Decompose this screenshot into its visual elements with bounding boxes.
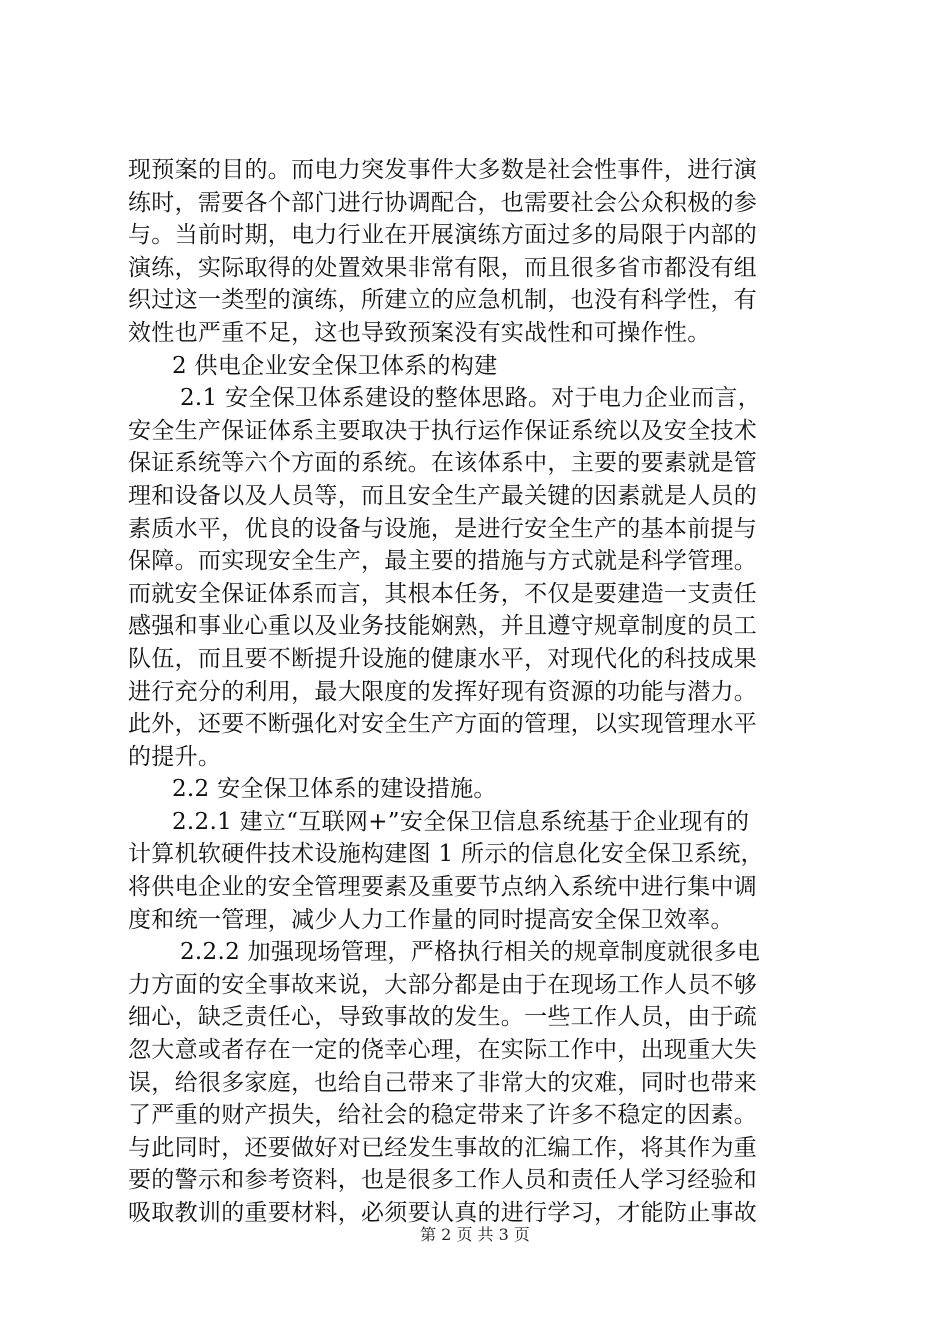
text-line: 与此同时，还要做好对已经发生事故的汇编工作，将其作为重 <box>128 1134 758 1161</box>
text-line: 安全生产保证体系主要取决于执行运作保证系统以及安全技术 <box>128 417 758 444</box>
text-line: 队伍，而且要不断提升设施的健康水平，对现代化的科技成果 <box>128 645 758 672</box>
text-line: 此外，还要不断强化对安全生产方面的管理，以实现管理水平 <box>128 711 758 738</box>
text-line: 演练，实际取得的处置效果非常有限，而且很多省市都没有组 <box>128 254 758 281</box>
text-line: 误，给很多家庭，也给自己带来了非常大的灾难，同时也带来 <box>128 1069 758 1096</box>
text-line: 力方面的安全事故来说，大部分都是由于在现场工作人员不够 <box>128 971 758 998</box>
text-line: 理和设备以及人员等，而且安全生产最关键的因素就是人员的 <box>128 482 758 509</box>
text-line: 保障。而实现安全生产，最主要的措施与方式就是科学管理。 <box>128 548 758 575</box>
text-line: 现预案的目的。而电力突发事件大多数是社会性事件，进行演 <box>128 157 758 183</box>
section-heading: 2 供电企业安全保卫体系的构建 <box>172 352 498 379</box>
text-line: 计算机软硬件技术设施构建图 1 所示的信息化安全保卫系统， <box>128 841 764 868</box>
text-line: 与。当前时期，电力行业在开展演练方面过多的局限于内部的 <box>128 222 758 249</box>
subsection-heading-line: 2.2.2 加强现场管理，严格执行相关的规章制度就很多电 <box>180 939 761 966</box>
text-line: 了严重的财产损失，给社会的稳定带来了许多不稳定的因素。 <box>128 1102 758 1129</box>
text-line: 练时，需要各个部门进行协调配合，也需要社会公众积极的参 <box>128 189 758 216</box>
text-line: 的提升。 <box>128 743 222 770</box>
text-line: 织过这一类型的演练，所建立的应急机制，也没有科学性，有 <box>128 287 758 314</box>
text-line: 效性也严重不足，这也导致预案没有实战性和可操作性。 <box>128 319 711 346</box>
text-line: 将供电企业的安全管理要素及重要节点纳入系统中进行集中调 <box>128 874 758 901</box>
page-footer: 第 2 页 共 3 页 <box>420 1225 530 1244</box>
text-line: 忽大意或者存在一定的侥幸心理，在实际工作中，出现重大失 <box>128 1037 758 1064</box>
text-line: 而就安全保证体系而言，其根本任务，不仅是要建造一支责任 <box>128 580 758 607</box>
body-text <box>128 154 828 1230</box>
text-line: 素质水平，优良的设备与设施，是进行安全生产的基本前提与 <box>128 515 758 542</box>
subsection-heading-line: 2.2.1 建立“互联网+”安全保卫信息系统基于企业现有的 <box>172 808 750 835</box>
subsection-heading: 2.2 安全保卫体系的建设措施。 <box>172 776 497 803</box>
text-line: 吸取教训的重要材料，必须要认真的进行学习，才能防止事故 <box>128 1200 758 1226</box>
subsection-heading-line: 2.1 安全保卫体系建设的整体思路。对于电力企业而言， <box>180 385 761 412</box>
text-line: 要的警示和参考资料，也是很多工作人员和责任人学习经验和 <box>128 1167 758 1194</box>
text-line: 细心，缺乏责任心，导致事故的发生。一些工作人员，由于疏 <box>128 1004 758 1031</box>
text-line: 保证系统等六个方面的系统。在该体系中，主要的要素就是管 <box>128 450 758 477</box>
text-line: 度和统一管理，减少人力工作量的同时提高安全保卫效率。 <box>128 906 734 933</box>
text-line: 感强和事业心重以及业务技能娴熟，并且遵守规章制度的员工 <box>128 613 758 640</box>
text-line: 进行充分的利用，最大限度的发挥好现有资源的功能与潜力。 <box>128 678 758 705</box>
